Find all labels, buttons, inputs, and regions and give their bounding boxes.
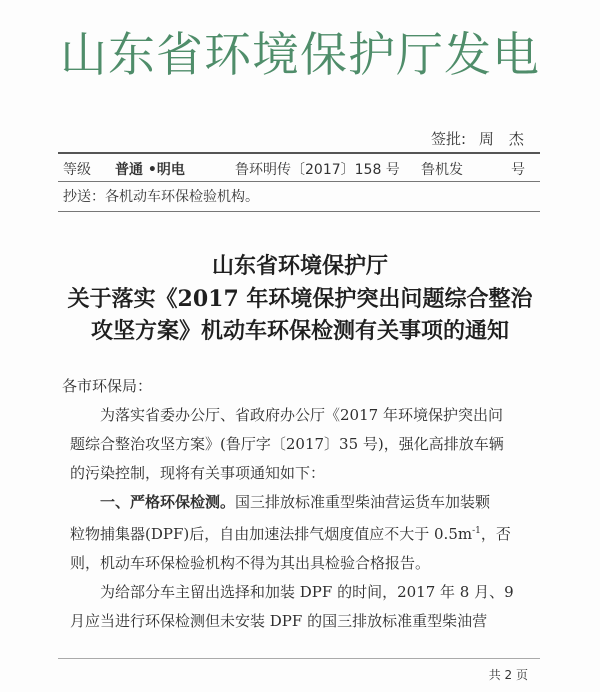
paragraph-3-line-1: 为给部分车主留出选择和加装 DPF 的时间，2017 年 8 月、9 bbox=[100, 583, 514, 601]
meta-rule bbox=[58, 181, 540, 182]
header-rule-bottom bbox=[58, 211, 540, 212]
salutation: 各市环保局： bbox=[62, 377, 153, 395]
signer-name: 周 杰 bbox=[478, 130, 524, 148]
paragraph-2-line-3: 则，机动车环保检验机构不得为其出具检验合格报告。 bbox=[70, 554, 431, 572]
paragraph-2-line-2-text: 粒物捕集器(DPF)后，自由加速法排气烟度值应不大于 0.5m bbox=[70, 525, 473, 543]
signer bbox=[431, 128, 524, 149]
section-heading: 一、严格环保检测。 bbox=[100, 493, 236, 511]
superscript: -1 bbox=[472, 526, 481, 536]
page-count: 共 2 页 bbox=[488, 668, 528, 682]
header-rule-top bbox=[58, 152, 540, 154]
document-number: 鲁环明传〔2017〕158 号 bbox=[235, 162, 400, 178]
paragraph-1-line-3: 的污染控制，现将有关事项通知如下： bbox=[70, 464, 326, 482]
send-label: 鲁机发 bbox=[421, 162, 463, 178]
paragraph-2-line-1 bbox=[70, 488, 540, 517]
letterhead-title: 山东省环境保护厅发电 bbox=[60, 28, 540, 83]
paragraph-2-line-2-end: ，否 bbox=[480, 525, 511, 543]
paragraph-3-line-2: 月应当进行环保检测但未安装 DPF 的国三排放标准重型柴油营 bbox=[70, 612, 488, 630]
doc-title-line2: 关于落实《2017 年环境保护突出问题综合整治 bbox=[67, 286, 533, 312]
document-body bbox=[62, 372, 540, 636]
document-meta-row bbox=[63, 157, 535, 179]
paragraph-2-line-2 bbox=[70, 517, 540, 549]
grade-value: 普通 •明电 bbox=[115, 162, 185, 178]
paragraph-1-line-2: 题综合整治攻坚方案》(鲁厅字〔2017〕35 号)，强化高排放车辆 bbox=[70, 435, 504, 453]
footer-rule bbox=[58, 658, 540, 659]
cc-line: 抄送：各机动车环保检验机构。 bbox=[63, 189, 259, 205]
signer-label: 签批: bbox=[431, 130, 467, 148]
grade-label: 等级 bbox=[63, 162, 91, 178]
paragraph-2-line-1-text: 国三排放标准重型柴油营运货车加装颗 bbox=[235, 493, 491, 511]
paragraph-1-line-1: 为落实省委办公厅、省政府办公厅《2017 年环境保护突出问 bbox=[100, 406, 503, 424]
send-number: 号 bbox=[511, 162, 525, 178]
doc-title-line3: 攻坚方案》机动车环保检测有关事项的通知 bbox=[90, 318, 509, 344]
doc-title-issuer: 山东省环境保护厅 bbox=[211, 253, 388, 279]
